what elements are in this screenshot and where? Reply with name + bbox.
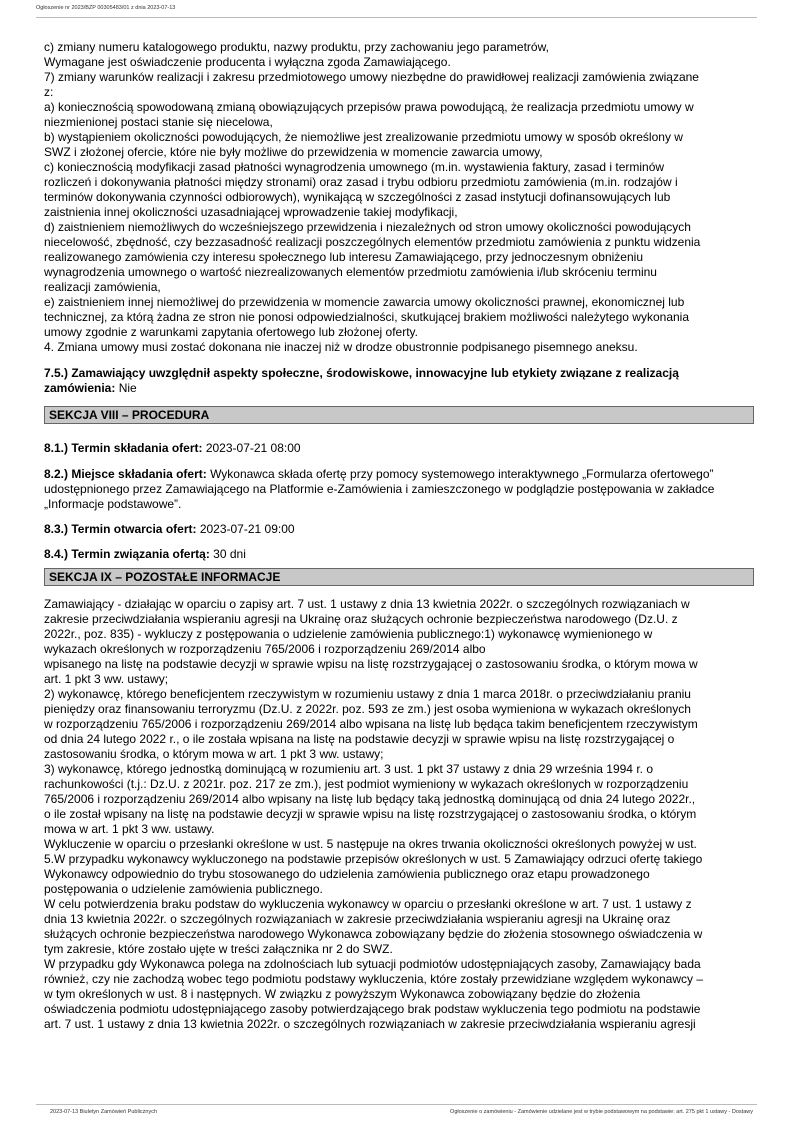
field-7-5-label-1: 7.5.) Zamawiający uwzględnił aspekty społeczne, środowiskowe, innowacyjne lub etykiety związane z realizacją (44, 366, 679, 380)
field-7-5-label-2: zamówienia: (44, 381, 116, 395)
text-line: 5.W przypadku wykonawcy wykluczonego na podstawie przepisów określonych w ust. 5 Zamawiający odrzuci ofertę takiego (44, 852, 703, 866)
text-line: z: (44, 85, 54, 99)
text-line: w rozporządzeniu 765/2006 i rozporządzeniu 269/2014 albo wpisana na listę lub będąca takim beneficjentem rzeczywistym (44, 717, 698, 731)
text-line: d) zaistnieniem niemożliwych do wcześniejszego przewidzenia i niezależnych od stron umowy okoliczności powodujących (44, 220, 691, 234)
field-8-1 (44, 441, 754, 456)
section7-continuation (44, 40, 754, 355)
text-line: niezmienionej postaci stanie się niecelowa, (44, 115, 273, 129)
field-8-2-value-1: Wykonawca składa ofertę przy pomocy systemowego interaktywnego „Formularza ofertowego” (206, 467, 714, 481)
text-line: c) koniecznością modyfikacji zasad płatności wynagrodzenia umownego (m.in. wystawienia faktury, zasad i terminów (44, 160, 665, 174)
text-line: służących ochronie bezpieczeństwa narodowego Wykonawca zobowiązany będzie do złożenia stosownego oświadczenia w (44, 927, 703, 941)
text-line: postępowania o udzielenie zamówienia publicznego. (44, 882, 323, 896)
text-line: w tym określonych w ust. 8 i następnych. W związku z powyższym Wykonawca zobowiązany będzie do złożenia (44, 987, 641, 1001)
text-line: zakresie przeciwdziałania wspieraniu agresji na Ukrainę oraz służących ochronie bezpieczeństwa narodowego (Dz.U. z (44, 612, 678, 626)
text-line: 7) zmiany warunków realizacji i zakresu przedmiotowego umowy niezbędne do prawidłowej realizacji zamówienia związane (44, 70, 699, 84)
field-8-4-label: 8.4.) Termin związania ofertą: (44, 547, 210, 561)
text-line: Wykluczenie w oparciu o przesłanki określone w ust. 5 następuje na okres trwania okoliczności określonych powyżej w ust. (44, 837, 697, 851)
field-8-4-value: 30 dni (209, 547, 246, 561)
page-footer (36, 1104, 757, 1117)
text-line: oświadczenia podmiotu udostępniającego zasoby potwierdzającego brak podstaw wykluczenia tego podmiotu na podstawie (44, 1002, 701, 1016)
field-8-1-value: 2023-07-21 08:00 (202, 441, 301, 455)
page-header (36, 5, 757, 18)
text-line: W celu potwierdzenia braku podstaw do wykluczenia wykonawcy w oparciu o przesłanki określone w art. 7 ust. 1 ustawy z (44, 897, 692, 911)
field-8-3 (44, 522, 754, 537)
text-line: 2022r., poz. 835) - wykluczy z postępowania o udzielenie zamówienia publicznego:1) wykonawcę wymienionego w (44, 627, 653, 641)
text-line: Wykonawcy odpowiednio do trybu stosowanego do udzielenia zamówienia publicznego oraz etapu prowadzonego (44, 867, 650, 881)
text-line: zastosowaniu środka, o którym mowa w art. 1 pkt 3 ww. ustawy; (44, 747, 384, 761)
text-line: o ile został wpisany na listę na podstawie decyzji w sprawie wpisu na listę rozstrzygającej o zastosowaniu środka, o którym (44, 807, 697, 821)
text-line: dnia 13 kwietnia 2022r. o szczególnych rozwiązaniach w zakresie przeciwdziałania wspieraniu agresji na Ukrainę oraz (44, 912, 671, 926)
text-line: b) wystąpieniem okoliczności powodujących, że niemożliwe jest zrealizowanie przedmiotu umowy w sposób określony w (44, 130, 683, 144)
field-8-3-label: 8.3.) Termin otwarcia ofert: (44, 522, 197, 536)
text-line: realizowanego zamówienia czy interesu społecznego lub interesu Zamawiającego, przy jednoczesnym obniżeniu (44, 250, 643, 264)
text-line: mowa w art. 1 pkt 3 ww. ustawy. (44, 822, 215, 836)
section9-body (44, 597, 754, 1032)
text-line: umowy zgodnie z warunkami zapytania ofertowego lub złożonej oferty. (44, 325, 418, 339)
text-line: tym zakresie, które zostało ujęte w treści załącznika nr 2 do SWZ. (44, 942, 393, 956)
text-line: a) koniecznością spowodowaną zmianą obowiązujących przepisów prawa powodującą, że realizacja przedmiotu umowy w (44, 100, 694, 114)
document-content (44, 40, 754, 1032)
field-8-4 (44, 547, 754, 562)
text-line: e) zaistnieniem innej niemożliwej do przewidzenia w momencie zawarcia umowy okoliczności prawnej, ekonomicznej lub (44, 295, 685, 309)
text-line: realizacji zamówienia, (44, 280, 161, 294)
text-line: niecelowość, zbędność, czy bezzasadność realizacji poszczególnych elementów przedmiotu zamówienia z punktu widzenia (44, 235, 701, 249)
text-line: Wymagane jest oświadczenie producenta i wyłączna zgoda Zamawiającego. (44, 55, 451, 69)
text-line: zaistnienia innej okoliczności uzasadniającej wprowadzenie takiej modyfikacji, (44, 205, 458, 219)
field-8-2-label: 8.2.) Miejsce składania ofert: (44, 467, 207, 481)
text-line: 765/2006 i rozporządzeniu 269/2014 albo wpisany na listę lub będący taką jednostką dominującą od dnia 24 lutego 2022r., (44, 792, 696, 806)
section-8-header: SEKCJA VIII – PROCEDURA (44, 406, 754, 424)
field-8-1-label: 8.1.) Termin składania ofert: (44, 441, 203, 455)
text-line: SWZ i złożonej ofercie, które nie były możliwe do przewidzenia w momencie zawarcia umowy, (44, 145, 543, 159)
header-announcement-number: Ogłoszenie nr 2023/BZP 00305483/01 z dnia 2023-07-13 (36, 5, 176, 11)
text-line: wykazach określonych w rozporządzeniu 765/2006 i rozporządzeniu 269/2014 albo (44, 642, 486, 656)
section-9-header: SEKCJA IX – POZOSTAŁE INFORMACJE (44, 568, 754, 586)
text-line: art. 1 pkt 3 ww. ustawy; (44, 672, 169, 686)
text-line: wpisanego na listę na podstawie decyzji w sprawie wpisu na listę rozstrzygającej o zastosowaniu środka, o którym mowa w (44, 657, 698, 671)
text-line: art. 7 ust. 1 ustawy z dnia 13 kwietnia 2022r. o szczególnych rozwiązaniach w zakresie przeciwdziałania wspieraniu agresji (44, 1017, 696, 1031)
text-line: 3) wykonawcę, którego jednostką dominującą w rozumieniu art. 3 ust. 1 pkt 37 ustawy z dnia 29 września 1994 r. o (44, 762, 653, 776)
text-line: również, czy nie zachodzą wobec tego podmiotu podstawy wykluczenia, które zostały przewidziane względem wykonawcy – (44, 972, 703, 986)
text-line: 4. Zmiana umowy musi zostać dokonana nie inaczej niż w drodze obustronnie podpisanego pisemnego aneksu. (44, 340, 638, 354)
text-line: wynagrodzenia umownego o wartość niezrealizowanych elementów przedmiotu zamówienia i/lub skróceniu terminu (44, 265, 657, 279)
field-8-2-value-2: udostępnionego przez Zamawiającego na Platformie e-Zamówienia i zamieszczonego w podglądzie postępowania w zakładce (44, 482, 715, 496)
text-line: od dnia 24 lutego 2022 r., o ile została wpisana na listę na podstawie decyzji w sprawie wpisu na listę rozstrzygającej o (44, 732, 675, 746)
text-line: Zamawiający - działając w oparciu o zapisy art. 7 ust. 1 ustawy z dnia 13 kwietnia 2022r. o szczególnych rozwiązaniach w (44, 597, 690, 611)
text-line: technicznej, za którą żadna ze stron nie ponosi odpowiedzialności, skutkującej brakiem możliwości należytego wykonania (44, 310, 690, 324)
field-8-2 (44, 467, 754, 512)
text-line: rozliczeń i dokonywania płatności między stronami) oraz zasad i trybu odbioru przedmiotu zamówienia (m.in. rodzajów i (44, 175, 678, 189)
field-8-3-value: 2023-07-21 09:00 (196, 522, 295, 536)
text-line: terminów dokonywania czynności odbiorowych), wynikającą w szczególności z zasad instytucji dofinansowujących lub (44, 190, 671, 204)
text-line: W przypadku gdy Wykonawca polega na zdolnościach lub sytuacji podmiotów udostępniających zasoby, Zamawiający bada (44, 957, 701, 971)
field-8-2-value-3: „Informacje podstawowe”. (44, 497, 182, 511)
field-7-5-value: Nie (115, 381, 137, 395)
footer-left: 2023-07-13 Biuletyn Zamówień Publicznych (50, 1109, 158, 1115)
text-line: pieniędzy oraz finansowaniu terroryzmu (Dz.U. z 2022r. poz. 593 ze zm.) jest osoba wymieniona w wykazach określonych (44, 702, 691, 716)
footer-right: Ogłoszenie o zamówieniu - Zamówienie udzielane jest w trybie podstawowym na podstawie: art. 275 pkt 1 ustawy - Dostawy (450, 1109, 753, 1115)
text-line: c) zmiany numeru katalogowego produktu, nazwy produktu, przy zachowaniu jego parametrów, (44, 40, 549, 54)
text-line: rachunkowości (t.j.: Dz.U. z 2021r. poz. 217 ze zm.), jest podmiot wymieniony w wykazach określonych w rozporządzeniu (44, 777, 689, 791)
field-7-5 (44, 366, 754, 396)
text-line: 2) wykonawcę, którego beneficjentem rzeczywistym w rozumieniu ustawy z dnia 1 marca 2018r. o przeciwdziałaniu praniu (44, 687, 691, 701)
